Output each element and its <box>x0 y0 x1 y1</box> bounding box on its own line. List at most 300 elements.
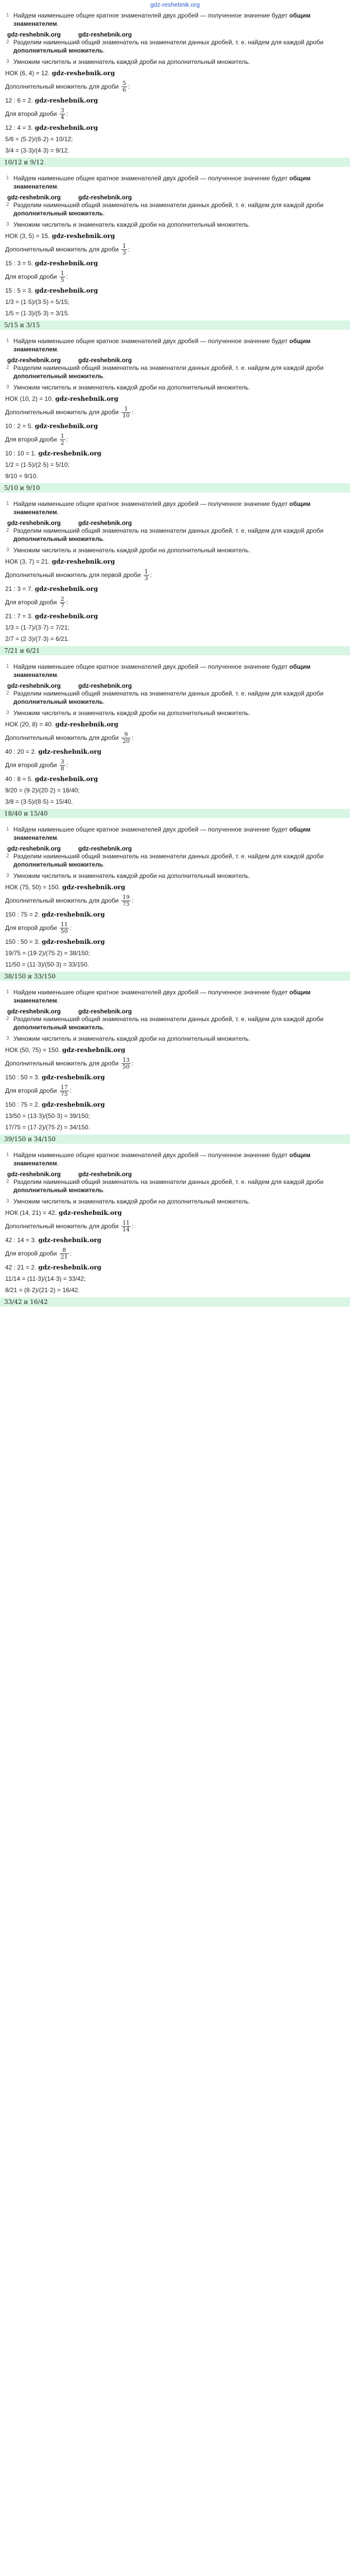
watermark: gdz-reshebnik.org <box>62 884 126 891</box>
watermark: gdz-reshebnik.org <box>51 558 115 565</box>
denominator: 3 <box>122 249 126 256</box>
numerator: 3 <box>60 758 64 765</box>
step-bold: дополнительный множитель <box>13 372 103 380</box>
label: Для второй дроби <box>5 924 59 931</box>
step-3 <box>5 1197 346 1206</box>
step-3 <box>5 872 346 880</box>
division-line <box>5 96 346 105</box>
step-3 <box>5 1035 346 1043</box>
label: Дополнительный множитель для дроби <box>5 1223 120 1230</box>
watermark-row <box>5 194 346 201</box>
multiplier-line <box>5 80 346 93</box>
division-text: 150 : 75 = 2. <box>5 911 40 918</box>
text: : <box>131 1223 134 1230</box>
fraction <box>121 894 134 907</box>
denominator: 3 <box>144 575 148 582</box>
result-text: 3/8 = (3·5)/(8·5) = 15/40. <box>5 798 73 805</box>
result-line <box>5 298 346 306</box>
watermark: gdz-reshebnik.org <box>42 1074 105 1081</box>
text: : <box>131 1060 134 1067</box>
step-text: . <box>57 183 59 190</box>
solution-block <box>0 9 350 172</box>
step-text: Найдем наименьшее общее кратное знаменателей двух дробей — полученное значение будет <box>13 12 290 19</box>
numerator: 1 <box>121 406 131 413</box>
multiplier-line <box>5 243 346 256</box>
division-line <box>5 775 346 783</box>
text: : <box>66 761 68 769</box>
numerator: 11 <box>60 921 68 928</box>
watermark: gdz-reshebnik.org <box>42 938 105 945</box>
step-bold: дополнительный множитель <box>13 210 103 217</box>
label: Дополнительный множитель для дроби <box>5 1060 120 1067</box>
result-text: 1/3 = (1·5)/(3·5) = 5/15; <box>5 298 69 306</box>
watermark-row <box>5 519 346 527</box>
division-text: 12 : 4 = 3. <box>5 124 33 131</box>
result-line <box>5 146 346 155</box>
watermark: gdz-reshebnik.org <box>7 194 61 201</box>
nok-line <box>5 395 346 403</box>
step-bold: общим знаменателем <box>13 989 311 1004</box>
result-text: 1/3 = (1·7)/(3·7) = 7/21; <box>5 624 69 631</box>
step-text: Разделим наименьший общий знаменатель на знаменатели данных дробей, т. е. найдем для каждой дроби <box>13 1015 324 1023</box>
step-text: Найдем наименьшее общее кратное знаменателей двух дробей — полученное значение будет <box>13 826 290 833</box>
text: : <box>150 571 152 579</box>
label: Дополнительный множитель для дроби <box>5 897 120 904</box>
watermark: gdz-reshebnik.org <box>34 422 98 430</box>
step-2 <box>5 364 346 380</box>
step-bold: общим знаменателем <box>13 826 311 841</box>
step-number: 1 <box>6 12 9 18</box>
division-text: 40 : 20 = 2. <box>5 748 37 755</box>
result-text: 11/50 = (11·3)/(50·3) = 33/150. <box>5 961 89 968</box>
step-bold: дополнительный множитель <box>13 1187 103 1194</box>
answer-text: 5/15 и 3/15 <box>4 321 40 329</box>
step-text: Найдем наименьшее общее кратное знаменателей двух дробей — полученное значение будет <box>13 989 290 996</box>
step-number: 3 <box>6 873 9 878</box>
solution-block <box>0 498 350 660</box>
numerator: 1 <box>144 568 148 575</box>
second-fraction-line <box>5 759 346 772</box>
step-number: 3 <box>6 1036 9 1041</box>
step-2 <box>5 1015 346 1031</box>
step-text: Найдем наименьшее общее кратное знаменателей двух дробей — полученное значение будет <box>13 337 290 345</box>
step-bold: общим знаменателем <box>13 663 311 679</box>
watermark: gdz-reshebnik.org <box>55 721 118 728</box>
step-text: Разделим наименьший общий знаменатель на знаменатели данных дробей, т. е. найдем для каждой дроби <box>13 690 324 697</box>
division-text: 12 : 6 = 2. <box>5 97 33 104</box>
text: : <box>131 409 134 416</box>
watermark-row <box>5 31 346 38</box>
watermark: gdz-reshebnik.org <box>78 31 132 38</box>
watermark: gdz-reshebnik.org <box>59 1209 122 1216</box>
fraction <box>60 596 65 609</box>
step-text: Разделим наименьший общий знаменатель на знаменатели данных дробей, т. е. найдем для каждой дроби <box>13 201 324 209</box>
step-text: . <box>102 1187 105 1194</box>
step-3 <box>5 546 346 554</box>
numerator: 13 <box>122 1057 130 1063</box>
solution-block <box>0 1149 350 1312</box>
multiplier-line <box>5 1220 346 1233</box>
step-bold: общим знаменателем <box>13 175 311 190</box>
result-text: 11/14 = (11·3)/(14·3) = 33/42; <box>5 1275 86 1282</box>
result-line <box>5 135 346 143</box>
answer-row <box>0 972 350 981</box>
nok-text: НОК (10, 2) = 10. <box>5 395 54 402</box>
step-number: 3 <box>6 59 9 64</box>
step-1 <box>5 337 346 353</box>
step-number: 3 <box>6 547 9 553</box>
fraction <box>60 270 65 283</box>
step-text: . <box>57 20 59 27</box>
watermark: gdz-reshebnik.org <box>7 31 61 38</box>
division-text: 150 : 50 = 3. <box>5 938 40 945</box>
answer-text: 10/12 и 9/12 <box>4 159 44 166</box>
step-number: 3 <box>6 222 9 227</box>
step-2 <box>5 689 346 706</box>
label: Для второй дроби <box>5 273 59 280</box>
watermark: gdz-reshebnik.org <box>55 395 118 402</box>
step-2 <box>5 1178 346 1194</box>
nok-line <box>5 883 346 891</box>
watermark: gdz-reshebnik.org <box>78 1171 132 1178</box>
step-bold: дополнительный множитель <box>13 47 103 54</box>
site-header[interactable]: gdz-reshebnik.org <box>150 1 200 8</box>
result-text: 3/4 = (3·3)/(4·3) = 9/12. <box>5 147 69 154</box>
numerator: 2 <box>60 596 64 602</box>
fraction <box>121 80 127 93</box>
division-text: 42 : 14 = 3. <box>5 1236 37 1244</box>
step-number: 1 <box>6 175 9 181</box>
step-text: Умножим числитель и знаменатель каждой дроби на дополнительный множитель. <box>13 709 251 717</box>
label: Дополнительный множитель для первой дроби <box>5 571 143 579</box>
numerator: 9 <box>121 732 131 738</box>
numerator: 8 <box>60 1247 69 1254</box>
step-text: . <box>57 834 59 841</box>
watermark: gdz-reshebnik.org <box>38 1264 101 1271</box>
step-number: 1 <box>6 338 9 344</box>
division-text: 40 : 8 = 5. <box>5 775 33 783</box>
step-text: . <box>102 210 105 217</box>
label: Дополнительный множитель для дроби <box>5 734 120 741</box>
division-text: 21 : 7 = 3. <box>5 613 33 620</box>
result-text: 19/75 = (19·2)/(75·2) = 38/150; <box>5 950 90 957</box>
text: : <box>66 436 68 443</box>
denominator: 50 <box>60 928 68 935</box>
numerator: 5 <box>122 80 126 87</box>
multiplier-line <box>5 406 346 419</box>
watermark: gdz-reshebnik.org <box>78 682 132 689</box>
step-text: . <box>102 47 105 54</box>
step-bold: дополнительный множитель <box>13 535 103 543</box>
label: Для второй дроби <box>5 1087 59 1094</box>
step-text: . <box>57 1160 59 1167</box>
division-text: 150 : 75 = 2. <box>5 1101 40 1108</box>
step-number: 2 <box>6 690 9 696</box>
watermark: gdz-reshebnik.org <box>7 1171 61 1178</box>
denominator: 4 <box>60 114 64 121</box>
solution-block <box>0 823 350 986</box>
denominator: 5 <box>60 277 64 283</box>
division-text: 42 : 21 = 2. <box>5 1264 37 1271</box>
fraction <box>121 731 134 744</box>
answer-row <box>0 483 350 493</box>
fraction <box>60 922 69 935</box>
label: Для второй дроби <box>5 1250 59 1257</box>
multiplier-line <box>5 732 346 744</box>
solution-block <box>0 660 350 823</box>
nok-text: НОК (6, 4) = 12. <box>5 70 50 77</box>
step-text: . <box>57 509 59 516</box>
division-line <box>5 1073 346 1081</box>
fraction <box>121 1219 134 1233</box>
fraction <box>60 433 65 446</box>
watermark: gdz-reshebnik.org <box>34 287 98 294</box>
watermark: gdz-reshebnik.org <box>34 613 98 620</box>
answer-text: 38/150 и 33/150 <box>4 973 56 980</box>
answer-row <box>0 1297 350 1307</box>
result-text: 1/5 = (1·3)/(5·3) = 3/15. <box>5 310 69 317</box>
text: : <box>66 599 68 606</box>
step-text: . <box>102 861 105 868</box>
watermark: gdz-reshebnik.org <box>38 748 101 755</box>
fraction <box>60 1084 69 1097</box>
step-number: 3 <box>6 710 9 716</box>
watermark: gdz-reshebnik.org <box>38 1236 101 1244</box>
step-number: 3 <box>6 384 9 390</box>
division-text: 150 : 50 = 3. <box>5 1074 40 1081</box>
solution-content <box>0 9 350 1312</box>
step-bold: дополнительный множитель <box>13 698 103 705</box>
step-3 <box>5 709 346 717</box>
step-3 <box>5 221 346 229</box>
watermark: gdz-reshebnik.org <box>38 450 101 457</box>
solution-block <box>0 986 350 1149</box>
watermark: gdz-reshebnik.org <box>34 124 98 131</box>
division-text: 10 : 2 = 5. <box>5 422 33 430</box>
step-number: 2 <box>6 1179 9 1184</box>
numerator: 19 <box>122 894 130 901</box>
division-text: 15 : 5 = 3. <box>5 287 33 294</box>
division-line <box>5 1236 346 1244</box>
step-number: 2 <box>6 853 9 859</box>
step-text: Найдем наименьшее общее кратное знаменателей двух дробей — полученное значение будет <box>13 175 290 182</box>
numerator: 1 <box>60 270 64 277</box>
step-bold: общим знаменателем <box>13 12 311 27</box>
nok-text: НОК (50, 75) = 150. <box>5 1046 60 1054</box>
step-text: Умножим числитель и знаменатель каждой дроби на дополнительный множитель. <box>13 872 251 879</box>
step-number: 2 <box>6 365 9 370</box>
division-line <box>5 449 346 457</box>
result-line <box>5 1112 346 1120</box>
second-fraction-line <box>5 270 346 283</box>
step-number: 1 <box>6 989 9 995</box>
denominator: 75 <box>122 901 130 907</box>
text: : <box>128 83 130 90</box>
step-1 <box>5 174 346 191</box>
fraction <box>60 108 65 121</box>
step-bold: общим знаменателем <box>13 337 311 353</box>
watermark: gdz-reshebnik.org <box>78 357 132 364</box>
numerator: 3 <box>60 107 64 114</box>
watermark: gdz-reshebnik.org <box>7 845 61 852</box>
watermark: gdz-reshebnik.org <box>51 232 115 240</box>
result-text: 9/10 = 9/10. <box>5 472 38 480</box>
result-line <box>5 472 346 480</box>
step-text: . <box>57 997 59 1004</box>
label: Для второй дроби <box>5 761 59 769</box>
nok-text: НОК (3, 7) = 21. <box>5 558 50 565</box>
result-line <box>5 461 346 469</box>
solution-block <box>0 335 350 498</box>
watermark: gdz-reshebnik.org <box>78 1008 132 1015</box>
step-text: Умножим числитель и знаменатель каждой дроби на дополнительный множитель. <box>13 1035 251 1042</box>
second-fraction-line <box>5 1084 346 1097</box>
step-text: Найдем наименьшее общее кратное знаменателей двух дробей — полученное значение будет <box>13 663 290 670</box>
second-fraction-line <box>5 108 346 121</box>
text: : <box>69 1087 72 1094</box>
division-line <box>5 259 346 267</box>
division-text: 15 : 3 = 5. <box>5 260 33 267</box>
step-number: 2 <box>6 39 9 45</box>
watermark-row <box>5 1008 346 1015</box>
second-fraction-line <box>5 433 346 446</box>
answer-row <box>0 646 350 655</box>
step-text: . <box>102 1024 105 1031</box>
solution-block <box>0 172 350 335</box>
step-bold: общим знаменателем <box>13 1151 311 1167</box>
division-line <box>5 585 346 593</box>
watermark-row <box>5 1171 346 1178</box>
nok-line <box>5 557 346 566</box>
result-line <box>5 949 346 957</box>
label: Для второй дроби <box>5 436 59 443</box>
answer-text: 5/10 и 9/10 <box>4 484 40 492</box>
watermark: gdz-reshebnik.org <box>62 1046 126 1054</box>
division-text: 10 : 10 = 1. <box>5 450 37 457</box>
step-text: Умножим числитель и знаменатель каждой дроби на дополнительный множитель. <box>13 58 251 65</box>
fraction <box>60 759 65 772</box>
fraction <box>121 243 127 256</box>
answer-row <box>0 158 350 167</box>
numerator: 1 <box>122 243 126 249</box>
denominator: 6 <box>122 87 126 93</box>
step-number: 1 <box>6 664 9 669</box>
watermark: gdz-reshebnik.org <box>78 845 132 852</box>
numerator: 11 <box>122 1219 130 1226</box>
step-text: Найдем наименьшее общее кратное знаменателей двух дробей — полученное значение будет <box>13 1151 290 1159</box>
label: Для второй дроби <box>5 110 59 117</box>
denominator: 10 <box>122 412 130 419</box>
step-bold: общим знаменателем <box>13 500 311 516</box>
step-text: . <box>57 346 59 353</box>
step-text: . <box>102 535 105 543</box>
text: : <box>131 897 134 904</box>
division-line <box>5 612 346 620</box>
answer-row <box>0 1134 350 1144</box>
step-number: 1 <box>6 826 9 832</box>
result-text: 2/7 = (2·3)/(7·3) = 6/21. <box>5 635 69 642</box>
fraction <box>121 405 134 419</box>
watermark: gdz-reshebnik.org <box>78 519 132 527</box>
denominator: 7 <box>60 602 64 609</box>
nok-line <box>5 69 346 77</box>
division-line <box>5 124 346 132</box>
watermark-row <box>5 682 346 689</box>
step-text: . <box>57 671 59 679</box>
multiplier-line <box>5 1057 346 1070</box>
division-line <box>5 748 346 756</box>
text: : <box>66 110 68 117</box>
denominator: 2 <box>60 439 64 446</box>
result-line <box>5 1123 346 1131</box>
step-bold: дополнительный множитель <box>13 861 103 868</box>
multiplier-line <box>5 569 346 582</box>
division-line <box>5 938 346 946</box>
watermark-row <box>5 357 346 364</box>
answer-text: 18/40 и 15/40 <box>4 810 48 817</box>
result-text: 17/75 = (17·2)/(75·2) = 34/150. <box>5 1124 90 1131</box>
result-text: 5/6 = (5·2)/(6·2) = 10/12; <box>5 135 73 143</box>
result-text: 8/21 = (8·2)/(21·2) = 16/42. <box>5 1286 80 1294</box>
nok-text: НОК (3, 5) = 15. <box>5 232 50 240</box>
result-line <box>5 786 346 794</box>
answer-text: 7/21 и 6/21 <box>4 647 40 654</box>
step-text: Разделим наименьший общий знаменатель на знаменатели данных дробей, т. е. найдем для каждой дроби <box>13 364 324 371</box>
step-2 <box>5 527 346 543</box>
step-text: Умножим числитель и знаменатель каждой дроби на дополнительный множитель. <box>13 221 251 228</box>
watermark: gdz-reshebnik.org <box>42 911 105 918</box>
nok-line <box>5 232 346 240</box>
watermark: gdz-reshebnik.org <box>34 260 98 267</box>
watermark-row <box>5 845 346 852</box>
step-1 <box>5 663 346 679</box>
step-1 <box>5 500 346 516</box>
answer-row <box>0 809 350 818</box>
answer-text: 39/150 и 34/150 <box>4 1136 56 1143</box>
result-line <box>5 1286 346 1294</box>
nok-text: НОК (75, 50) = 150. <box>5 884 60 891</box>
step-1 <box>5 1151 346 1167</box>
nok-line <box>5 1209 346 1217</box>
watermark: gdz-reshebnik.org <box>7 357 61 364</box>
text: : <box>128 246 130 253</box>
step-number: 2 <box>6 1016 9 1022</box>
step-text: . <box>102 372 105 380</box>
watermark: gdz-reshebnik.org <box>7 1008 61 1015</box>
watermark: gdz-reshebnik.org <box>7 519 61 527</box>
fraction <box>121 1057 134 1070</box>
watermark: gdz-reshebnik.org <box>7 682 61 689</box>
step-text: Умножим числитель и знаменатель каждой дроби на дополнительный множитель. <box>13 1198 251 1205</box>
numerator: 1 <box>60 433 64 439</box>
step-text: Разделим наименьший общий знаменатель на знаменатели данных дробей, т. е. найдем для каждой дроби <box>13 527 324 534</box>
result-line <box>5 960 346 969</box>
text: : <box>66 273 68 280</box>
nok-text: НОК (14, 21) = 42. <box>5 1209 57 1216</box>
result-text: 1/2 = (1·5)/(2·5) = 5/10; <box>5 461 69 468</box>
denominator: 50 <box>122 1063 130 1070</box>
result-line <box>5 798 346 806</box>
step-number: 3 <box>6 1198 9 1204</box>
result-text: 13/50 = (13·3)/(50·3) = 39/150; <box>5 1112 90 1120</box>
step-1 <box>5 825 346 842</box>
step-number: 2 <box>6 202 9 208</box>
division-line <box>5 286 346 295</box>
result-line <box>5 1275 346 1283</box>
result-text: 9/20 = (9·2)/(20·2) = 18/40; <box>5 787 80 794</box>
step-2 <box>5 38 346 55</box>
step-text: Разделим наименьший общий знаменатель на знаменатели данных дробей, т. е. найдем для каждой дроби <box>13 1178 324 1185</box>
